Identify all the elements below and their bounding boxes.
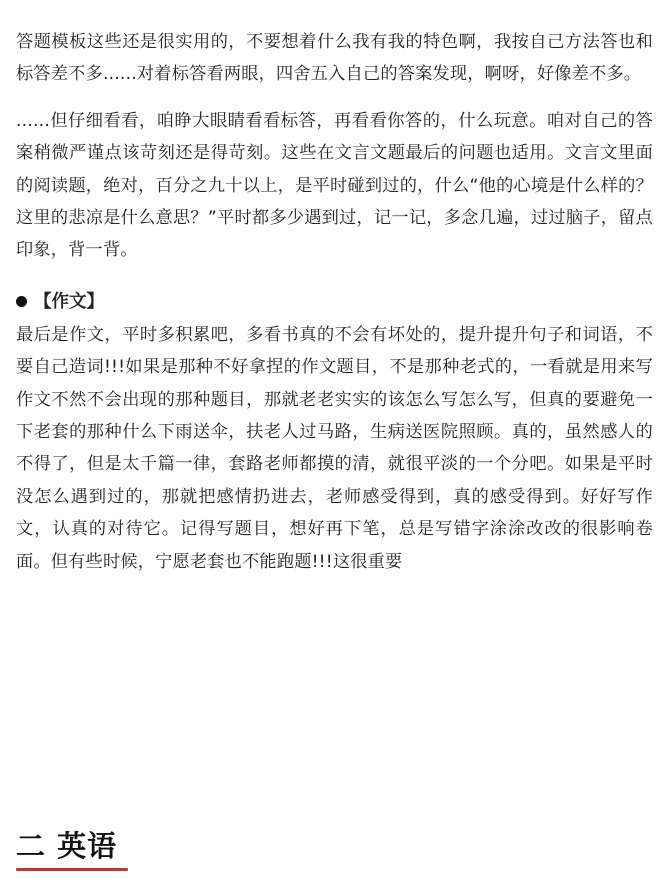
section-title-underline — [16, 868, 128, 871]
composition-heading — [16, 287, 653, 317]
intro-paragraph-2: ......但仔细看看，咱睁大眼睛看看标答，再看看你答的，什么玩意。咱对自己的答案稍微严谨点该苛刻还是得苛刻。这些在文言文题最后的问题也适用。文言文里面的阅读题，绝对，百分之九十以上，是平时碰到过的，什么“他的心境是什么样的？这里的悲凉是什么意思？”平时都多少遇到过，记一记，多念几遍，过过脑子，留点印象，背一背。 — [16, 110, 653, 261]
english-section-title: 二 英语 — [16, 829, 118, 863]
composition-paragraph: 最后是作文，平时多积累吧，多看书真的不会有坏处的，提升提升句子和词语，不要自己造词!!!如果是那种不好拿捏的作文题目，不是那种老式的，一看就是用来写作文不然不会出现的那种题目，那就老老实实的该怎么写怎么写，但真的要避免一下老套的那种什么下雨送伞，扶老人过马路，生病送医院照顾。真的，虽然感人的不得了，但是太千篇一律，套路老师都摸的清，就很平淡的一个分吧。如果是平时没怎么遇到过的，那就把感情扔进去，老师感受得到，真的感受得到。好好写作文，认真的对待它。记得写题目，想好再下笔，总是写错字涂涂改改的很影响卷面。但有些时候，宁愿老套也不能跑题!!!这很重要 — [16, 324, 653, 572]
composition-heading-label: 【作文】 — [34, 291, 104, 312]
bullet-icon — [16, 296, 27, 307]
intro-paragraph-1: 答题模板这些还是很实用的，不要想着什么我有我的特色啊，我按自己方法答也和标答差不多......对着标答看两眼，四舍五入自己的答案发现，啊呀，好像差不多。 — [16, 32, 653, 85]
